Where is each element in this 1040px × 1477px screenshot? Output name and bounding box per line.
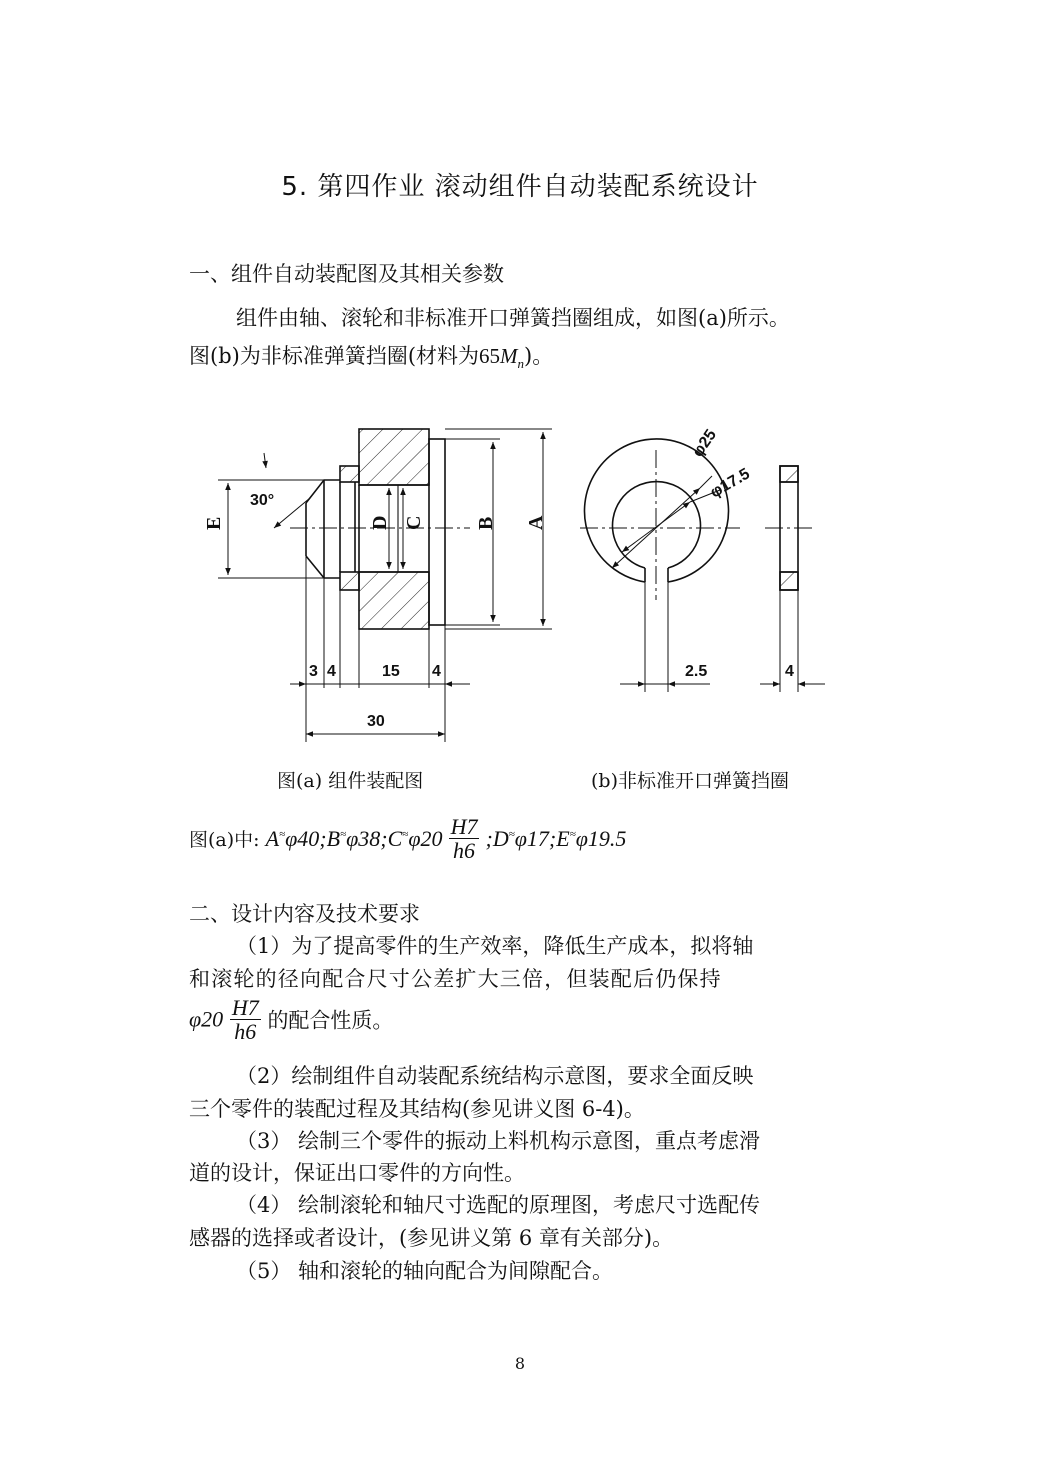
ring-section-top <box>340 466 359 482</box>
item1-phi: φ20 <box>189 1006 224 1032</box>
caption-b: (b)非标准开口弹簧挡圈 <box>591 770 789 792</box>
param-A-mark: ≈ <box>279 828 286 841</box>
param-B: B <box>326 825 341 851</box>
item3-line1: （3） 绘制三个零件的振动上料机构示意图，重点考虑滑 <box>236 1129 761 1153</box>
item1-line1: （1）为了提高零件的生产效率，降低生产成本，拟将轴 <box>236 934 754 958</box>
param-D-value: φ17; <box>514 825 557 851</box>
dim-4c: 4 <box>785 663 794 680</box>
param-C-separator: ; <box>485 825 493 851</box>
label-B: B <box>475 516 497 530</box>
param-C-fit-numerator: H7 <box>450 814 478 839</box>
param-C-mark: ≈ <box>402 828 409 841</box>
dim-30: 30 <box>367 713 385 730</box>
section1-para-line2-post: )。 <box>524 344 554 368</box>
param-E-value: φ19.5 <box>575 825 627 851</box>
material-number: 65 <box>479 344 501 368</box>
label-angle: 30° <box>250 492 275 509</box>
item2-line2: 三个零件的装配过程及其结构(参见讲义图 6-4)。 <box>189 1097 645 1121</box>
material-M: M <box>500 344 518 368</box>
item1-line3 <box>189 996 393 1043</box>
param-B-value: φ38; <box>346 825 388 851</box>
param-E: E <box>556 825 570 851</box>
param-C: C <box>387 825 403 851</box>
params-prefix: 图(a)中: <box>189 829 260 852</box>
item1-line3-text: 的配合性质。 <box>267 1008 394 1033</box>
item1-line2: 和滚轮的径向配合尺寸公差扩大三倍，但装配后仍保持 <box>189 967 722 991</box>
section1-para-line1: 组件由轴、滚轮和非标准开口弹簧挡圈组成，如图(a)所示。 <box>236 306 790 330</box>
label-A: A <box>525 515 547 530</box>
params-line <box>189 815 626 862</box>
item1-fit-numerator: H7 <box>231 995 259 1020</box>
param-D: D <box>492 825 509 851</box>
item1-fit-denominator: h6 <box>234 1019 257 1045</box>
shaft-chamfer-top <box>306 480 340 503</box>
dim-phi25: φ25 <box>689 426 721 461</box>
page-number: 8 <box>514 1354 526 1373</box>
dim-phi17-5: φ17.5 <box>707 465 753 502</box>
item4-line2: 感器的选择或者设计，(参见讲义第 6 章有关部分)。 <box>189 1226 674 1250</box>
material-subscript: n <box>517 356 525 372</box>
ring-section-bottom <box>340 572 359 590</box>
label-C: C <box>403 515 425 530</box>
param-B-mark: ≈ <box>340 828 347 841</box>
param-A: A <box>265 825 280 851</box>
item3-line2: 道的设计，保证出口零件的方向性。 <box>189 1161 525 1185</box>
section1-heading: 一、组件自动装配图及其相关参数 <box>189 262 504 286</box>
dim-2-5: 2.5 <box>685 663 708 680</box>
param-E-mark: ≈ <box>569 828 576 841</box>
dim-15: 15 <box>382 663 400 680</box>
roller-lower-section <box>359 572 429 629</box>
figure-b-ring <box>585 439 799 590</box>
param-C-fit-denominator: h6 <box>453 838 475 864</box>
param-C-value: φ20 <box>408 825 443 851</box>
item2-line1: （2）绘制组件自动装配系统结构示意图，要求全面反映 <box>236 1064 754 1088</box>
item5-line1: （5） 轴和滚轮的轴向配合为间隙配合。 <box>236 1259 614 1283</box>
dim-3: 3 <box>309 663 318 680</box>
label-D: D <box>369 515 391 530</box>
item4-line1: （4） 绘制滚轮和轴尺寸选配的原理图，考虑尺寸选配传 <box>236 1193 761 1217</box>
dim-4a: 4 <box>327 663 336 680</box>
shaft-chamfer-bottom <box>306 556 340 578</box>
dim-4b: 4 <box>432 663 441 680</box>
param-D-mark: ≈ <box>508 828 515 841</box>
label-E: E <box>203 516 225 530</box>
roller-flange <box>429 439 445 625</box>
section2-heading: 二、设计内容及技术要求 <box>189 902 420 926</box>
section1-para-line2-pre: 图(b)为非标准弹簧挡圈(材料为 <box>189 344 480 368</box>
caption-a: 图(a) 组件装配图 <box>277 770 424 792</box>
page-title: 5. 第四作业 滚动组件自动装配系统设计 <box>281 172 759 202</box>
roller-upper-section <box>359 429 429 485</box>
param-A-value: φ40; <box>285 825 327 851</box>
